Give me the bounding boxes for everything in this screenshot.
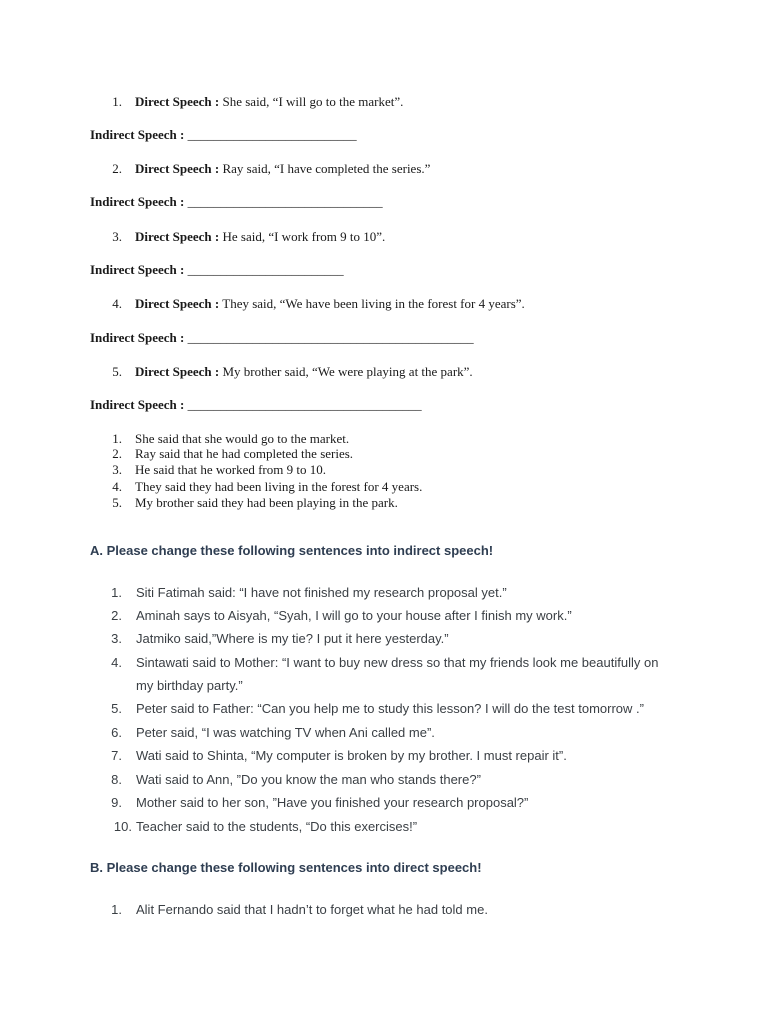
list-number: 4.: [111, 655, 122, 670]
indirect-line-5: [90, 397, 422, 413]
exercise-text: Wati said to Ann, ”Do you know the man who stands there?”: [136, 772, 481, 787]
list-number: 9.: [111, 795, 122, 810]
list-number: 4.: [112, 479, 122, 494]
list-number: 3.: [112, 229, 122, 244]
exercise-text: Jatmiko said,”Where is my tie? I put it here yesterday.”: [136, 631, 449, 646]
direct-speech-text: He said, “I work from 9 to 10”.: [219, 229, 386, 244]
section-b-heading: B. Please change these following sentences into direct speech!: [90, 860, 482, 875]
list-number: 1.: [112, 431, 122, 446]
answer-blank: ______________________________: [184, 194, 383, 209]
list-number: 2.: [112, 161, 122, 176]
list-number: 8.: [111, 772, 122, 787]
section-a-heading: A. Please change these following sentences into indirect speech!: [90, 543, 494, 558]
direct-speech-text: She said, “I will go to the market”.: [219, 94, 404, 109]
exercise-text-continuation: my birthday party.”: [136, 678, 243, 693]
list-number: 5.: [112, 495, 122, 510]
direct-speech-text: They said, “We have been living in the forest for 4 years”.: [219, 296, 525, 311]
exercise-text: Siti Fatimah said: “I have not finished my research proposal yet.”: [136, 585, 507, 600]
list-number: 3.: [112, 462, 122, 477]
direct-speech-label: Direct Speech :: [135, 161, 220, 176]
exercise-text: Sintawati said to Mother: “I want to buy new dress so that my friends look me beautifully on: [136, 655, 659, 670]
exercise-text: Wati said to Shinta, “My computer is broken by my brother. I must repair it”.: [136, 748, 567, 763]
indirect-speech-label: Indirect Speech :: [90, 330, 185, 345]
exercise-text: Alit Fernando said that I hadn’t to forget what he had told me.: [136, 902, 488, 917]
list-number: 4.: [112, 296, 122, 311]
list-number: 5.: [112, 364, 122, 379]
list-number: 2.: [112, 446, 122, 461]
answer-text: My brother said they had been playing in the park.: [135, 495, 398, 510]
answer-text: She said that she would go to the market.: [135, 431, 350, 446]
indirect-speech-label: Indirect Speech :: [90, 262, 185, 277]
answer-text: They said they had been living in the forest for 4 years.: [135, 479, 423, 494]
indirect-line-3: [90, 262, 344, 278]
indirect-speech-label: Indirect Speech :: [90, 194, 185, 209]
list-number: 1.: [111, 585, 122, 600]
indirect-speech-label: Indirect Speech :: [90, 397, 185, 412]
exercise-text: Mother said to her son, ”Have you finished your research proposal?”: [136, 795, 529, 810]
direct-speech-text: Ray said, “I have completed the series.”: [219, 161, 431, 176]
answer-blank: ________________________: [184, 262, 344, 277]
list-number: 3.: [111, 631, 122, 646]
exercise-text: Teacher said to the students, “Do this exercises!”: [136, 819, 418, 834]
direct-speech-label: Direct Speech :: [135, 229, 220, 244]
answer-blank: __________________________: [184, 127, 357, 142]
exercise-text: Peter said to Father: “Can you help me to study this lesson? I will do the test tomorrow .”: [136, 701, 644, 716]
exercise-text: Peter said, “I was watching TV when Ani called me”.: [136, 725, 435, 740]
list-number: 10.: [113, 819, 132, 834]
indirect-line-4: [90, 330, 474, 346]
list-number: 5.: [111, 701, 122, 716]
answer-text: Ray said that he had completed the series.: [135, 446, 354, 461]
answer-blank: ____________________________________________: [184, 330, 474, 345]
list-number: 1.: [112, 94, 122, 109]
answer-text: He said that he worked from 9 to 10.: [135, 462, 326, 477]
list-number: 6.: [111, 725, 122, 740]
list-number: 1.: [111, 902, 122, 917]
indirect-line-1: [90, 127, 357, 143]
indirect-speech-label: Indirect Speech :: [90, 127, 185, 142]
direct-speech-label: Direct Speech :: [135, 364, 220, 379]
answer-blank: ____________________________________: [184, 397, 422, 412]
list-number: 7.: [111, 748, 122, 763]
list-number: 2.: [111, 608, 122, 623]
indirect-line-2: [90, 194, 383, 210]
direct-speech-label: Direct Speech :: [135, 94, 220, 109]
direct-speech-label: Direct Speech :: [135, 296, 220, 311]
direct-speech-text: My brother said, “We were playing at the park”.: [219, 364, 473, 379]
exercise-text: Aminah says to Aisyah, “Syah, I will go to your house after I finish my work.”: [136, 608, 572, 623]
